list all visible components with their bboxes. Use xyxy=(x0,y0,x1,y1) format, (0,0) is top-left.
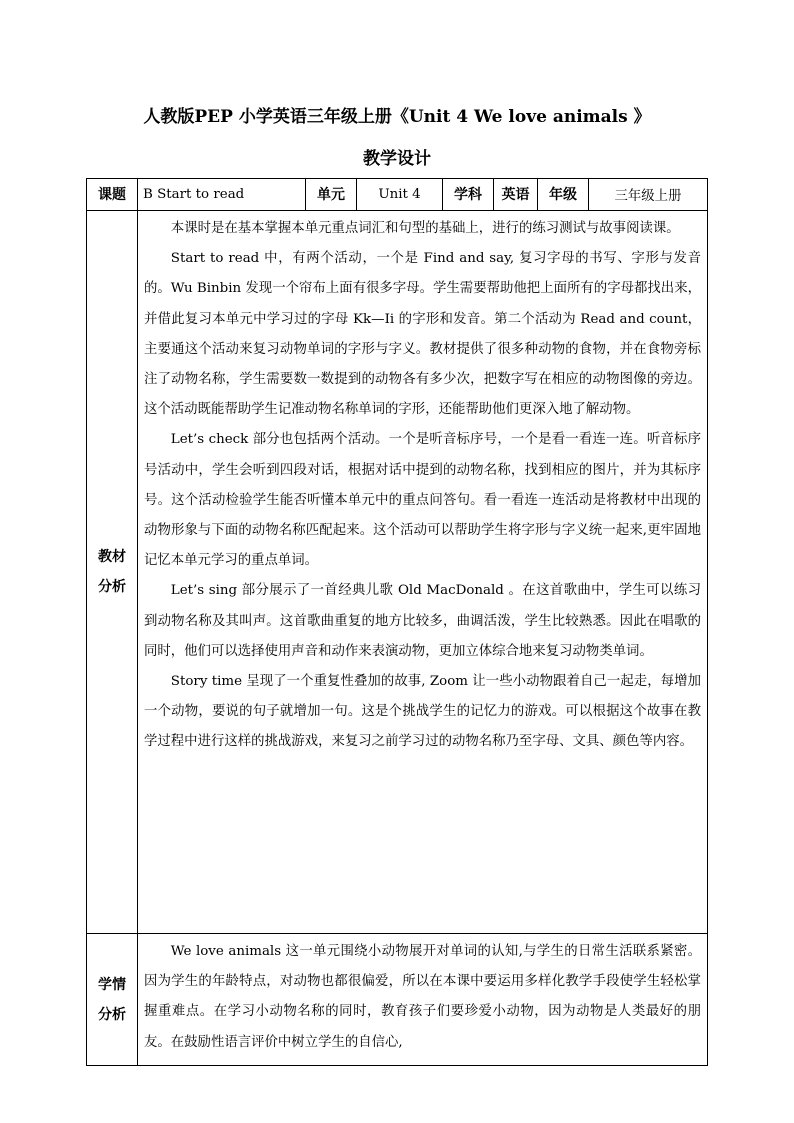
subject-value: 英语 xyxy=(494,179,538,211)
material-analysis-row xyxy=(87,211,708,934)
grade-label: 年级 xyxy=(538,179,589,211)
learner-analysis-label-text: 学情分析 xyxy=(98,976,126,1023)
document-title: 人教版PEP 小学英语三年级上册《Unit 4 We love animals 》 xyxy=(143,107,651,127)
material-paragraph: Start to read 中，有两个活动，一个是 Find and say, 复习字母的书写、字形与发音的。Wu Binbin 发现一个帘布上面有很多字母。学生需要帮助他把上面所有的字母都找出来，并借此复习本单元中学习过的字母 Kk—Ii 的字形和发音。第二个活动为 Read and count，主要通这个活动来复习动物单词的字形与字义。教材提供了很多种动物的食物，并在食物旁标注了动物名称，学生需要数一数提到的动物各有多少次，把数字写在相应的动物图像的旁边。这个活动既能帮助学生记准动物名称单词的字形，还能帮助他们更深入地了解动物。 xyxy=(144,251,701,418)
material-analysis-label xyxy=(87,211,138,934)
document-subtitle: 教学设计 xyxy=(363,149,431,169)
subject-label: 学科 xyxy=(443,179,494,211)
material-analysis-content xyxy=(138,211,708,934)
topic-value: B Start to read xyxy=(138,179,306,211)
material-analysis-label-text: 教材分析 xyxy=(98,549,126,595)
unit-value: Unit 4 xyxy=(357,179,443,211)
learner-analysis-label xyxy=(87,934,138,1066)
material-paragraph: Let’s check 部分也包括两个活动。一个是听音标序号，一个是看一看连一连。听音标序号活动中，学生会听到四段对话，根据对话中提到的动物名称，找到相应的图片，并为其标序号。这个活动检验学生能否听懂本单元中的重点问答句。看一看连一连活动是将教材中出现的动物形象与下面的动物名称匹配起来。这个活动可以帮助学生将字形与字义统一起来,更牢固地记忆本单元学习的重点单词。 xyxy=(144,432,701,569)
lesson-plan-table xyxy=(86,178,708,1066)
unit-label: 单元 xyxy=(306,179,357,211)
learner-analysis-content xyxy=(138,934,708,1066)
grade-value: 三年级上册 xyxy=(589,179,708,211)
header-row xyxy=(87,179,708,211)
material-paragraph: Story time 呈现了一个重复性叠加的故事, Zoom 让一些小动物跟着自己一起走，每增加一个动物，要说的句子就增加一句。这是个挑战学生的记忆力的游戏。可以根据这个故事在教学过程中进行这样的挑战游戏，来复习之前学习过的动物名称乃至字母、文具、颜色等内容。 xyxy=(144,674,701,750)
learner-analysis-row xyxy=(87,934,708,1066)
material-paragraph: 本课时是在基本掌握本单元重点词汇和句型的基础上，进行的练习测试与故事阅读课。 xyxy=(170,221,680,236)
topic-label: 课题 xyxy=(87,179,138,211)
learner-paragraph: We love animals 这一单元围绕小动物展开对单词的认知,与学生的日常生活联系紧密。因为学生的年龄特点，对动物也都很偏爱，所以在本课中要运用多样化教学手段使学生轻松掌握重难点。在学习小动物名称的同时，教育孩子们要珍爱小动物，因为动物是人类最好的朋友。在鼓励性语言评价中树立学生的自信心, xyxy=(144,944,701,1050)
material-paragraph: Let’s sing 部分展示了一首经典儿歌 Old MacDonald 。在这首歌曲中，学生可以练习到动物名称及其叫声。这首歌曲重复的地方比较多，曲调活泼，学生比较熟悉。因此在唱歌的同时，他们可以选择使用声音和动作来表演动物，更加立体综合地来复习动物类单词。 xyxy=(144,583,701,659)
